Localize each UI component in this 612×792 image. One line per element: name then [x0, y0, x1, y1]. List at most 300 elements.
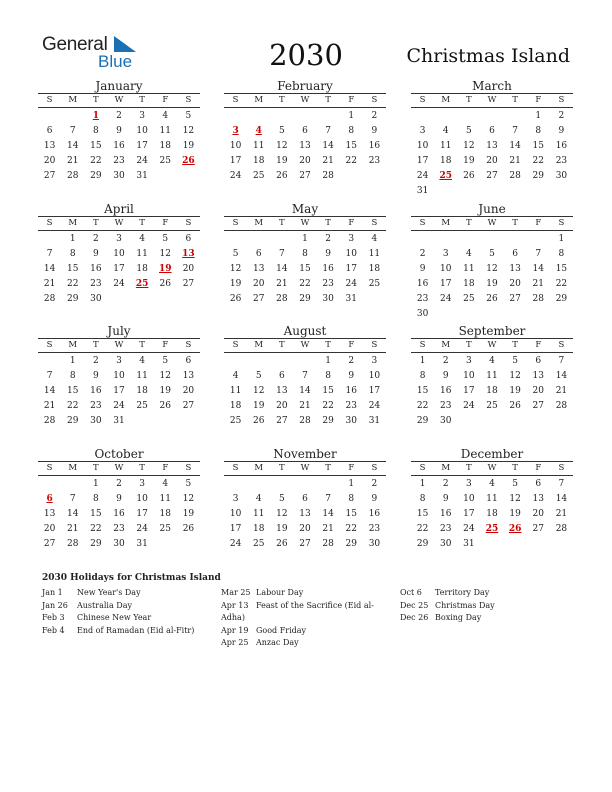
day: 1 [535, 111, 542, 121]
day: 19 [486, 279, 498, 289]
day: 13 [299, 509, 311, 519]
day: 10 [136, 126, 148, 136]
holiday-name: Labour Day [256, 588, 304, 597]
day: 22 [416, 401, 429, 411]
day: 26 [159, 401, 171, 411]
day: 7 [46, 371, 53, 381]
day: 26 [182, 524, 195, 534]
day: 26 [229, 294, 242, 304]
day: 17 [463, 509, 475, 519]
holiday-date: Jan 26 [42, 600, 68, 610]
day: 28 [322, 539, 334, 549]
day: 2 [442, 356, 449, 366]
weekday-label: F [162, 95, 169, 105]
day: 2 [558, 111, 565, 121]
day: 21 [555, 386, 568, 396]
weekday-label: W [487, 463, 497, 473]
day: 31 [345, 294, 357, 304]
logo-text-general: General [42, 34, 108, 55]
day: 27 [252, 294, 265, 304]
month-name: December [460, 447, 524, 461]
day: 29 [416, 416, 429, 426]
logo-text-blue: Blue [98, 52, 133, 71]
holidays-title: 2030 Holidays for Christmas Island [42, 573, 221, 583]
empty-day [457, 231, 480, 246]
holidays-column [42, 587, 212, 637]
day: 15 [66, 386, 79, 396]
empty-day [38, 476, 61, 491]
weekday-label: F [162, 218, 169, 228]
day: 8 [535, 126, 542, 136]
day: 6 [535, 479, 542, 489]
day: 27 [43, 539, 56, 549]
day: 16 [368, 509, 381, 519]
day: 11 [368, 249, 381, 259]
weekday-header [224, 216, 386, 231]
day: 9 [325, 249, 331, 259]
day: 27 [182, 279, 195, 289]
day: 10 [416, 141, 429, 151]
day: 17 [463, 386, 475, 396]
weekday-label: W [300, 95, 310, 105]
day: 7 [69, 126, 76, 136]
day: 2 [371, 479, 378, 489]
weekday-label: F [348, 463, 355, 473]
day: 20 [532, 386, 544, 396]
holiday-day: 4 [255, 126, 262, 136]
day: 30 [439, 539, 452, 549]
day: 21 [66, 156, 79, 166]
day: 11 [159, 126, 171, 136]
weekday-label: T [466, 340, 472, 350]
day: 30 [368, 539, 381, 549]
day: 7 [302, 371, 308, 381]
month-november [224, 447, 386, 551]
day: 28 [555, 524, 568, 534]
weekday-label: T [466, 463, 472, 473]
day: 9 [442, 494, 449, 504]
day: 28 [509, 171, 521, 181]
weekday-label: M [254, 95, 264, 105]
empty-day [224, 108, 247, 123]
day: 6 [302, 494, 308, 504]
day-grid [38, 108, 200, 183]
day: 14 [66, 141, 79, 151]
day: 20 [276, 401, 288, 411]
day-grid [38, 476, 200, 551]
day: 23 [90, 401, 102, 411]
day: 8 [69, 371, 76, 381]
day: 12 [159, 371, 171, 381]
day: 25 [136, 401, 148, 411]
day: 23 [322, 279, 334, 289]
day: 26 [486, 294, 498, 304]
weekday-label: S [558, 218, 565, 228]
day: 19 [252, 401, 265, 411]
day: 27 [299, 171, 311, 181]
day: 26 [276, 171, 288, 181]
month-name: March [472, 79, 512, 93]
day: 10 [136, 494, 148, 504]
day: 13 [276, 386, 288, 396]
holiday-date: Dec 26 [400, 613, 429, 622]
day: 5 [255, 371, 262, 381]
day: 9 [116, 494, 122, 504]
day: 5 [162, 356, 169, 366]
empty-day [247, 108, 270, 123]
day: 21 [43, 279, 56, 289]
day: 9 [558, 126, 565, 136]
holiday-date: Adha) [221, 613, 245, 622]
day: 25 [159, 524, 171, 534]
day: 8 [92, 494, 99, 504]
holiday-name: Chinese New Year [77, 613, 152, 622]
day: 15 [555, 264, 568, 274]
weekday-label: M [441, 340, 451, 350]
weekday-label: S [371, 95, 378, 105]
day: 23 [368, 524, 381, 534]
day: 31 [463, 539, 475, 549]
day: 4 [255, 494, 262, 504]
day: 20 [509, 279, 521, 289]
weekday-label: S [46, 463, 53, 473]
weekday-label: T [512, 463, 518, 473]
day: 21 [532, 279, 544, 289]
weekday-label: W [487, 95, 497, 105]
weekday-header [224, 461, 386, 476]
holiday-day: 3 [232, 126, 239, 136]
holiday-date: Apr 19 [221, 625, 249, 635]
month-july [38, 324, 200, 428]
weekday-label: F [535, 463, 542, 473]
weekday-label: M [441, 218, 451, 228]
day: 20 [532, 509, 544, 519]
day: 12 [229, 264, 242, 274]
weekday-label: M [68, 218, 78, 228]
day: 31 [368, 416, 381, 426]
day: 14 [43, 386, 56, 396]
month-name: July [107, 324, 131, 338]
day-grid [38, 231, 200, 306]
empty-day [61, 108, 84, 123]
day-grid [224, 476, 386, 551]
weekday-label: T [325, 463, 331, 473]
day: 15 [416, 509, 429, 519]
day: 29 [416, 539, 429, 549]
day: 12 [463, 141, 475, 151]
day: 15 [90, 141, 102, 151]
day: 24 [113, 401, 125, 411]
day: 21 [322, 156, 334, 166]
holidays-column [221, 587, 391, 650]
day: 23 [345, 401, 357, 411]
day: 18 [463, 279, 475, 289]
day: 22 [322, 401, 334, 411]
day: 24 [463, 524, 475, 534]
holiday-name: End of Ramadan (Eid al-Fitr) [77, 625, 195, 635]
weekday-label: T [93, 95, 99, 105]
day: 5 [512, 479, 518, 489]
day: 19 [276, 156, 288, 166]
day: 1 [348, 479, 355, 489]
month-june [411, 202, 573, 321]
month-january [38, 79, 200, 183]
day: 8 [558, 249, 565, 259]
day: 9 [348, 371, 355, 381]
empty-day [247, 353, 270, 368]
day: 22 [345, 156, 357, 166]
day: 18 [159, 509, 171, 519]
day: 22 [555, 279, 568, 289]
day: 23 [90, 279, 102, 289]
day: 23 [555, 156, 568, 166]
day: 21 [555, 509, 568, 519]
day: 13 [182, 371, 195, 381]
weekday-label: F [162, 340, 169, 350]
day: 19 [509, 509, 521, 519]
day: 18 [368, 264, 381, 274]
weekday-label: S [558, 95, 565, 105]
empty-day [411, 108, 434, 123]
weekday-label: S [46, 95, 53, 105]
day: 11 [252, 509, 265, 519]
day: 20 [252, 279, 265, 289]
day: 14 [322, 141, 334, 151]
day: 29 [322, 416, 334, 426]
day: 22 [416, 524, 429, 534]
day: 3 [348, 234, 355, 244]
day: 12 [486, 264, 498, 274]
day: 1 [348, 111, 355, 121]
weekday-label: T [466, 218, 472, 228]
day: 1 [325, 356, 331, 366]
holiday-day: 6 [46, 494, 53, 504]
day: 5 [278, 126, 285, 136]
weekday-label: M [68, 340, 78, 350]
weekday-header [224, 338, 386, 353]
month-name: February [277, 79, 333, 93]
day: 15 [345, 141, 357, 151]
day: 18 [486, 509, 498, 519]
weekday-label: M [68, 95, 78, 105]
day: 10 [113, 371, 125, 381]
day: 31 [136, 539, 148, 549]
holiday-name: New Year's Day [77, 588, 141, 597]
day: 6 [185, 234, 192, 244]
weekday-label: S [419, 218, 426, 228]
day: 23 [439, 401, 452, 411]
day: 11 [159, 494, 171, 504]
day: 3 [139, 111, 145, 121]
day: 18 [439, 156, 452, 166]
weekday-label: W [114, 218, 124, 228]
month-march [411, 79, 573, 198]
day: 17 [439, 279, 452, 289]
day: 6 [255, 249, 262, 259]
weekday-label: T [325, 218, 331, 228]
day: 15 [416, 386, 429, 396]
weekday-header [38, 338, 200, 353]
day: 2 [371, 111, 378, 121]
empty-day [317, 108, 340, 123]
day: 12 [276, 141, 288, 151]
empty-day [293, 108, 316, 123]
day-grid [411, 108, 573, 198]
day-grid [411, 353, 573, 428]
day: 22 [345, 524, 357, 534]
empty-day [38, 108, 61, 123]
day: 2 [419, 249, 426, 259]
day: 20 [43, 156, 56, 166]
day: 27 [276, 416, 288, 426]
day: 6 [489, 126, 495, 136]
day: 15 [532, 141, 544, 151]
weekday-label: F [535, 340, 542, 350]
day: 21 [322, 524, 334, 534]
day: 20 [182, 386, 195, 396]
day: 22 [90, 524, 102, 534]
day: 7 [69, 494, 76, 504]
day: 15 [66, 264, 79, 274]
weekday-label: T [279, 95, 285, 105]
day: 18 [159, 141, 171, 151]
day: 15 [299, 264, 311, 274]
day: 15 [322, 386, 334, 396]
day: 13 [299, 141, 311, 151]
day: 23 [416, 294, 429, 304]
holiday-entry [400, 612, 570, 625]
day: 14 [555, 494, 568, 504]
empty-day [38, 231, 61, 246]
day: 29 [345, 539, 357, 549]
empty-day [504, 231, 527, 246]
day: 6 [46, 126, 53, 136]
day: 4 [371, 234, 378, 244]
day: 28 [555, 401, 568, 411]
holidays-column [400, 587, 570, 625]
day: 26 [159, 279, 171, 289]
day: 6 [185, 356, 192, 366]
weekday-label: M [254, 340, 264, 350]
day: 29 [66, 416, 79, 426]
day: 25 [252, 171, 265, 181]
weekday-label: W [114, 340, 124, 350]
weekday-label: F [162, 463, 169, 473]
day: 7 [325, 494, 331, 504]
weekday-header [411, 93, 573, 108]
day: 11 [439, 141, 452, 151]
day: 29 [90, 171, 102, 181]
day: 11 [229, 386, 242, 396]
day-grid [224, 353, 386, 428]
holiday-name: Feast of the Sacrifice (Eid al- [256, 600, 374, 610]
weekday-label: S [185, 95, 192, 105]
weekday-label: S [185, 218, 192, 228]
day: 19 [182, 141, 195, 151]
weekday-label: S [46, 340, 53, 350]
day: 17 [229, 524, 242, 534]
day: 31 [113, 416, 125, 426]
day: 29 [555, 294, 568, 304]
day: 22 [532, 156, 544, 166]
day: 7 [558, 356, 565, 366]
holiday-day: 26 [182, 156, 195, 166]
empty-day [270, 476, 293, 491]
day: 25 [252, 539, 265, 549]
day: 3 [232, 494, 239, 504]
empty-day [434, 108, 457, 123]
weekday-label: F [535, 95, 542, 105]
holiday-day: 1 [92, 111, 99, 121]
day: 24 [439, 294, 452, 304]
day: 13 [509, 264, 521, 274]
day: 19 [182, 509, 195, 519]
day: 14 [532, 264, 544, 274]
day: 4 [489, 356, 495, 366]
weekday-label: T [93, 463, 99, 473]
month-april [38, 202, 200, 306]
day: 16 [322, 264, 334, 274]
day: 1 [69, 234, 76, 244]
holiday-date: Apr 25 [221, 638, 249, 647]
weekday-header [411, 216, 573, 231]
weekday-label: T [139, 340, 145, 350]
day: 30 [113, 539, 125, 549]
month-may [224, 202, 386, 306]
day: 28 [43, 416, 56, 426]
day: 13 [532, 494, 544, 504]
day: 30 [555, 171, 568, 181]
month-name: June [478, 202, 506, 216]
day: 11 [486, 371, 498, 381]
day: 12 [159, 249, 171, 259]
day: 17 [113, 386, 125, 396]
day-grid [411, 231, 573, 321]
day: 4 [139, 356, 145, 366]
weekday-label: S [232, 463, 239, 473]
day: 28 [322, 171, 334, 181]
day: 4 [489, 479, 495, 489]
day: 3 [116, 356, 122, 366]
day: 7 [325, 126, 331, 136]
empty-day [411, 231, 434, 246]
day: 18 [252, 524, 265, 534]
month-name: April [104, 202, 134, 216]
day: 12 [182, 126, 195, 136]
day: 15 [90, 509, 102, 519]
day: 25 [368, 279, 381, 289]
day: 28 [532, 294, 544, 304]
day: 7 [512, 126, 518, 136]
day: 18 [136, 386, 148, 396]
day: 21 [276, 279, 288, 289]
weekday-label: W [300, 340, 310, 350]
day: 5 [512, 356, 518, 366]
day: 5 [232, 249, 239, 259]
empty-day [270, 231, 293, 246]
day: 9 [116, 126, 122, 136]
day: 8 [348, 126, 355, 136]
day: 27 [486, 171, 498, 181]
day: 8 [419, 494, 426, 504]
day: 22 [66, 279, 79, 289]
month-name: August [283, 324, 327, 338]
holiday-entry [221, 637, 391, 650]
day: 16 [416, 279, 429, 289]
weekday-label: S [419, 340, 426, 350]
weekday-label: W [487, 340, 497, 350]
empty-day [224, 231, 247, 246]
